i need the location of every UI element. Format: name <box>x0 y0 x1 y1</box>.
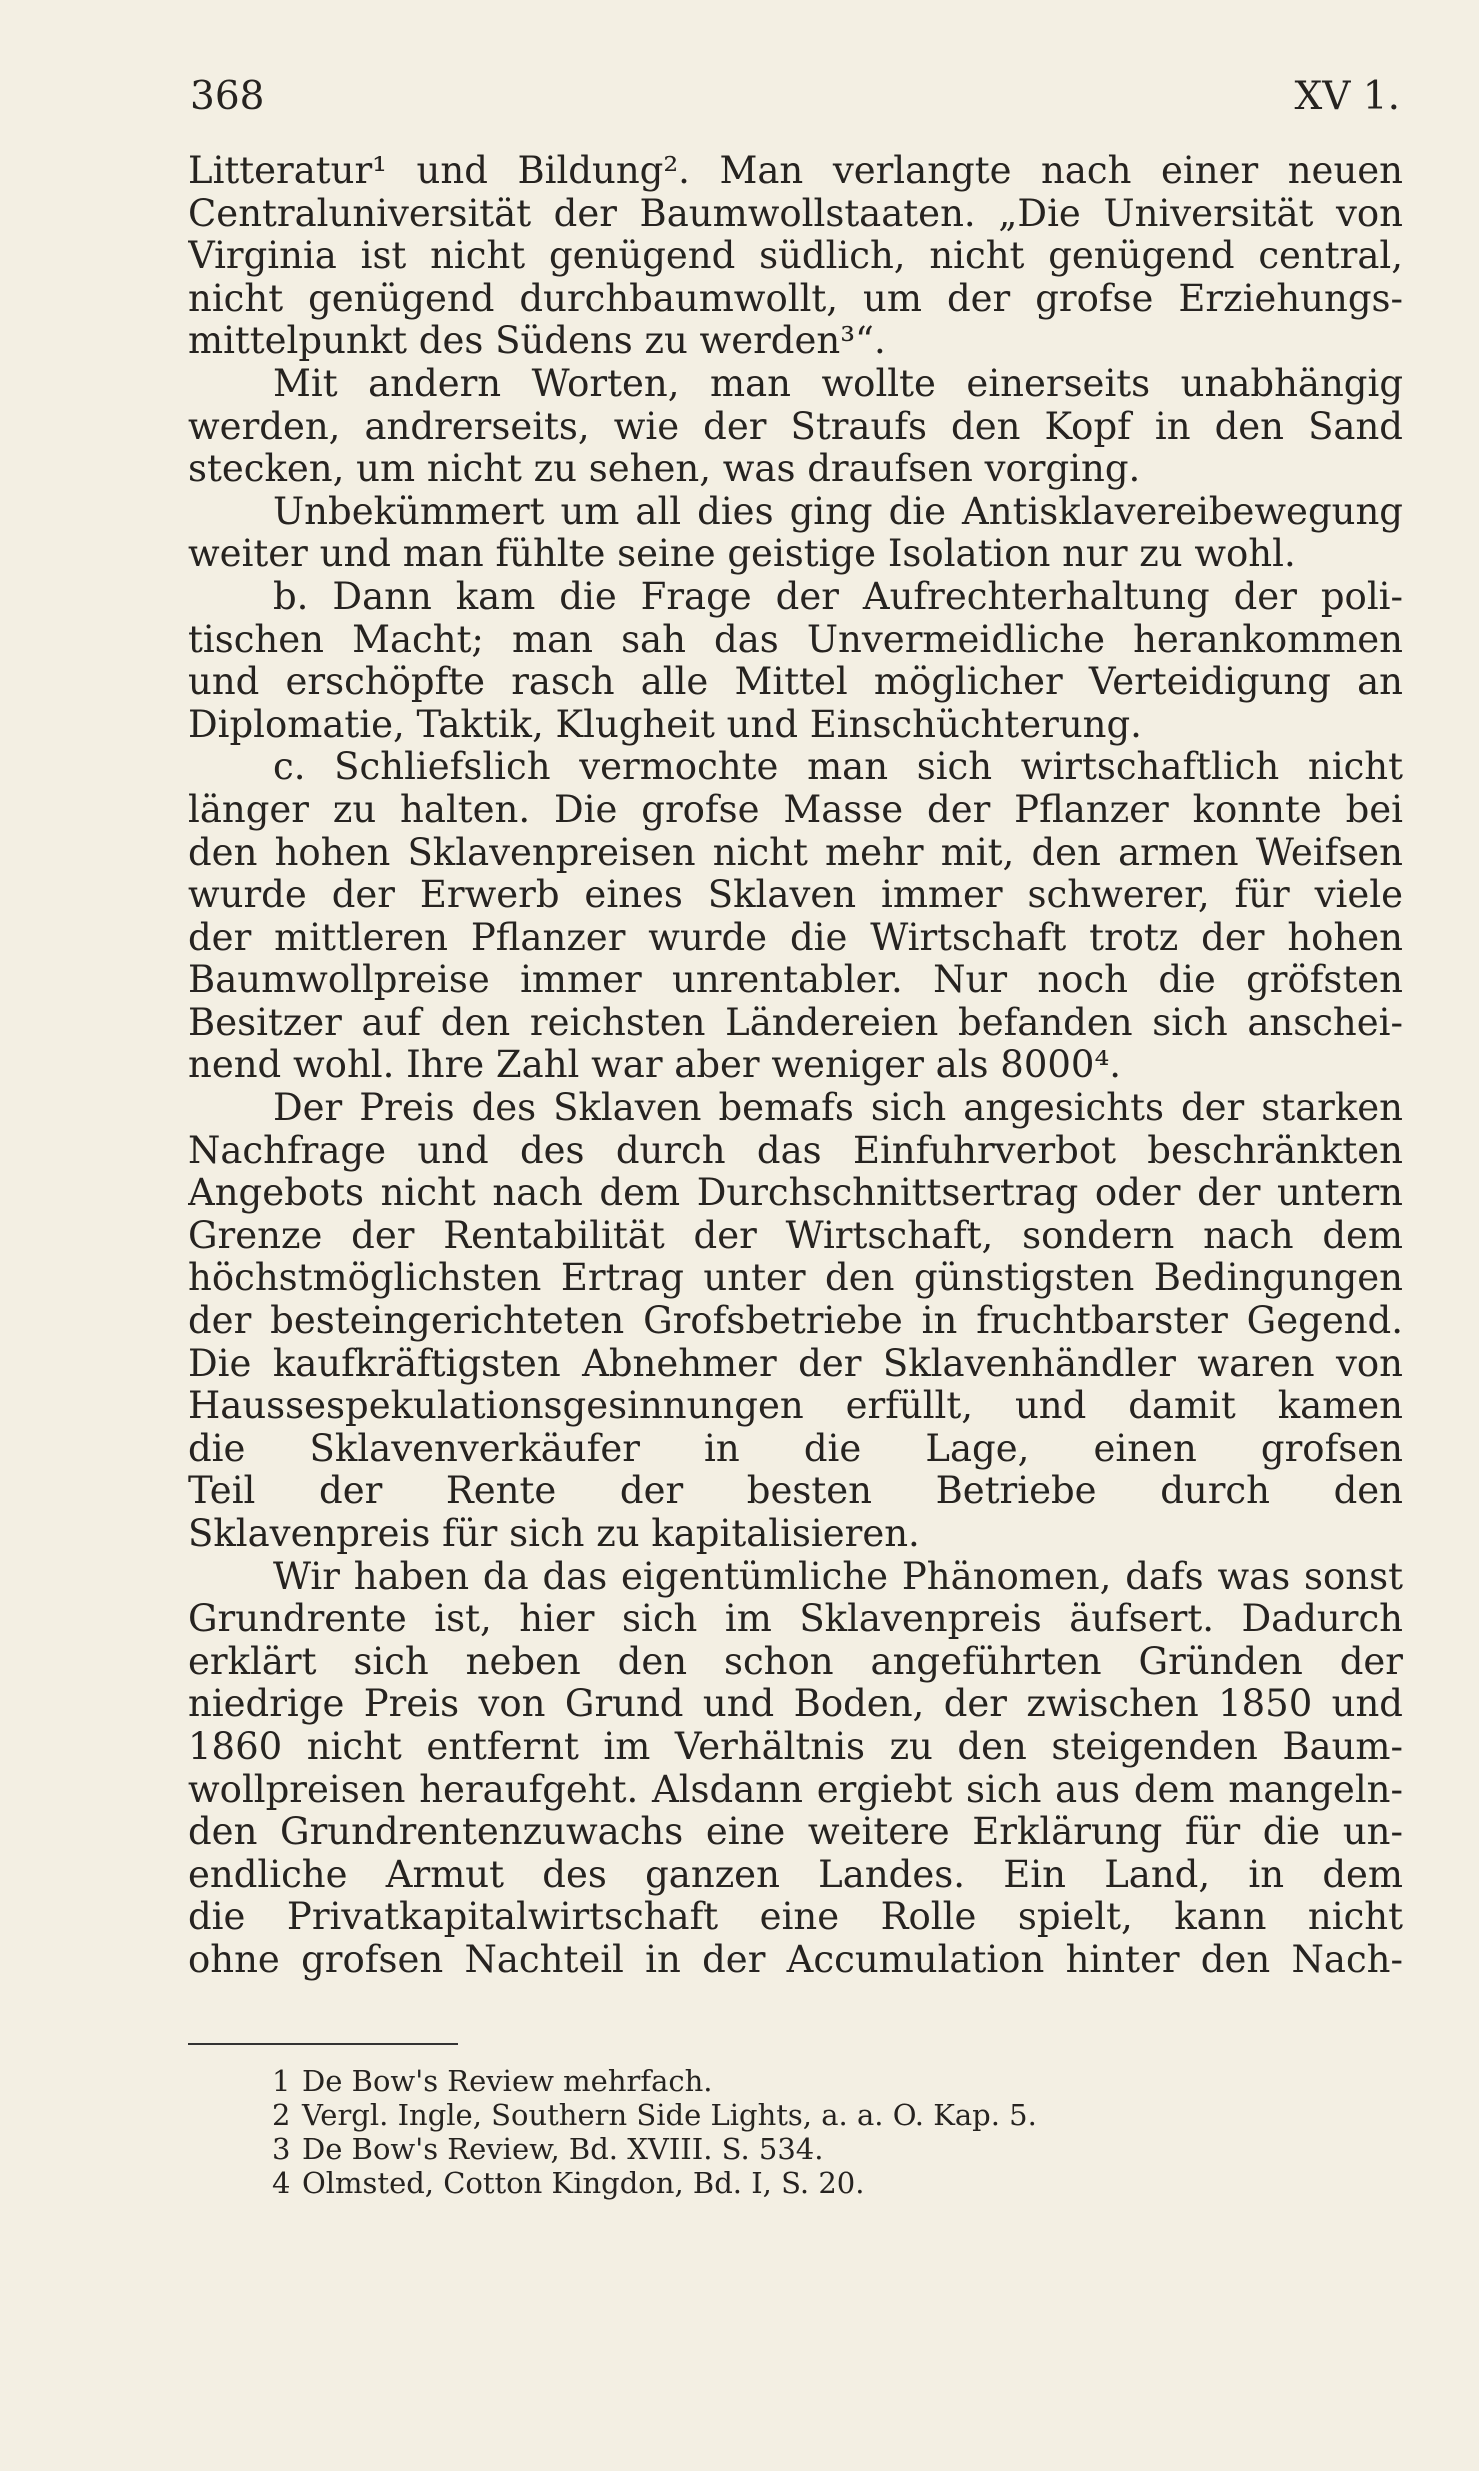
text-line: stecken, um nicht zu sehen, was draufsen vorging. <box>188 448 1141 491</box>
footnote <box>272 2166 1272 2200</box>
text-line: Angebots nicht nach dem Durchschnittsertrag oder der untern <box>188 1172 1403 1215</box>
text-line: werden, andrerseits, wie der Straufs den Kopf in den Sand <box>188 405 1403 448</box>
text-line: erklärt sich neben den schon angeführten Gründen der <box>188 1640 1403 1683</box>
text-line: länger zu halten. Die grofse Masse der Pflanzer konnte bei <box>188 788 1403 831</box>
text-line: die Sklavenverkäufer in die Lage, einen grofsen <box>188 1427 1403 1470</box>
text-line: der mittleren Pflanzer wurde die Wirtschaft trotz der hohen <box>188 916 1403 959</box>
page-number: 368 <box>190 74 265 119</box>
text-line: und erschöpfte rasch alle Mittel möglicher Verteidigung an <box>188 661 1403 704</box>
text-line: Unbekümmert um all dies ging die Antisklavereibewegung <box>273 490 1403 533</box>
footnote-number: 2 <box>272 2098 291 2132</box>
footnote-text: Vergl. Ingle, Southern Side Lights, a. a. O. Kap. 5. <box>302 2098 1037 2132</box>
text-line: wurde der Erwerb eines Sklaven immer schwerer, für viele <box>188 874 1403 917</box>
signature-mark: XV 1. <box>1294 74 1400 119</box>
footnote-number: 1 <box>272 2064 291 2098</box>
page-header <box>190 74 1420 134</box>
text-line: Virginia ist nicht genügend südlich, nicht genügend central, <box>188 235 1403 278</box>
text-line: Haussespekulationsgesinnungen erfüllt, und damit kamen <box>188 1385 1403 1428</box>
text-line: nend wohl. Ihre Zahl war aber weniger als 8000⁴. <box>188 1044 1122 1087</box>
footnote-number: 3 <box>272 2132 291 2166</box>
text-line: Grundrente ist, hier sich im Sklavenpreis äufsert. Dadurch <box>188 1598 1403 1641</box>
text-line: der besteingerichteten Grofsbetriebe in fruchtbarster Gegend. <box>188 1300 1403 1343</box>
text-line: c. Schliefslich vermochte man sich wirtschaftlich nicht <box>273 746 1403 789</box>
text-line: Grenze der Rentabilität der Wirtschaft, sondern nach dem <box>188 1214 1403 1257</box>
footnote-text: Olmsted, Cotton Kingdon, Bd. I, S. 20. <box>302 2166 865 2200</box>
text-line: die Privatkapitalwirtschaft eine Rolle spielt, kann nicht <box>188 1896 1403 1939</box>
text-line: b. Dann kam die Frage der Aufrechterhaltung der poli- <box>273 575 1403 618</box>
footnote-text: De Bow's Review, Bd. XVIII. S. 534. <box>302 2132 824 2166</box>
text-line: Litteratur¹ und Bildung². Man verlangte nach einer neuen <box>188 150 1403 192</box>
text-line: Teil der Rente der besten Betriebe durch den <box>188 1470 1403 1513</box>
text-line: Mit andern Worten, man wollte einerseits unabhängig <box>273 362 1403 405</box>
text-line: den Grundrentenzuwachs eine weitere Erklärung für die un- <box>188 1811 1403 1854</box>
text-line: Centraluniversität der Baumwollstaaten. „Die Universität von <box>188 192 1403 235</box>
text-line: mittelpunkt des Südens zu werden³“. <box>188 320 886 363</box>
text-line: Nachfrage und des durch das Einfuhrverbot beschränkten <box>188 1129 1403 1172</box>
text-line: den hohen Sklavenpreisen nicht mehr mit, den armen Weifsen <box>188 831 1403 874</box>
text-line: 1860 nicht entfernt im Verhältnis zu den steigenden Baum- <box>188 1725 1403 1768</box>
text-line: wollpreisen heraufgeht. Alsdann ergiebt sich aus dem mangeln- <box>188 1768 1403 1811</box>
footnote-number: 4 <box>272 2166 291 2200</box>
footnotes <box>272 2064 1272 2200</box>
footnote <box>272 2064 1272 2098</box>
text-line: höchstmöglichsten Ertrag unter den günstigsten Bedingungen <box>188 1257 1403 1300</box>
body-text <box>188 150 1403 1982</box>
text-line: tischen Macht; man sah das Unvermeidliche herankommen <box>188 618 1403 661</box>
text-line: ohne grofsen Nachteil in der Accumulation hinter den Nach- <box>188 1938 1403 1981</box>
text-line: Baumwollpreise immer unrentabler. Nur noch die gröfsten <box>188 959 1403 1002</box>
footnote-rule <box>188 2043 458 2045</box>
text-line: endliche Armut des ganzen Landes. Ein Land, in dem <box>188 1853 1403 1896</box>
text-line: nicht genügend durchbaumwollt, um der grofse Erziehungs- <box>188 277 1403 320</box>
footnote <box>272 2098 1272 2132</box>
text-line: weiter und man fühlte seine geistige Isolation nur zu wohl. <box>188 533 1296 576</box>
text-line: Besitzer auf den reichsten Ländereien befanden sich anschei- <box>188 1001 1403 1044</box>
text-line: Die kaufkräftigsten Abnehmer der Sklavenhändler waren von <box>188 1342 1403 1385</box>
text-line: Der Preis des Sklaven bemafs sich angesichts der starken <box>273 1087 1403 1130</box>
text-line: Sklavenpreis für sich zu kapitalisieren. <box>188 1513 920 1555</box>
text-line: Wir haben da das eigentümliche Phänomen, dafs was sonst <box>273 1555 1403 1598</box>
footnote <box>272 2132 1272 2166</box>
footnote-text: De Bow's Review mehrfach. <box>302 2064 713 2098</box>
text-line: Diplomatie, Taktik, Klugheit und Einschüchterung. <box>188 703 1142 746</box>
text-line: niedrige Preis von Grund und Boden, der zwischen 1850 und <box>188 1683 1403 1726</box>
